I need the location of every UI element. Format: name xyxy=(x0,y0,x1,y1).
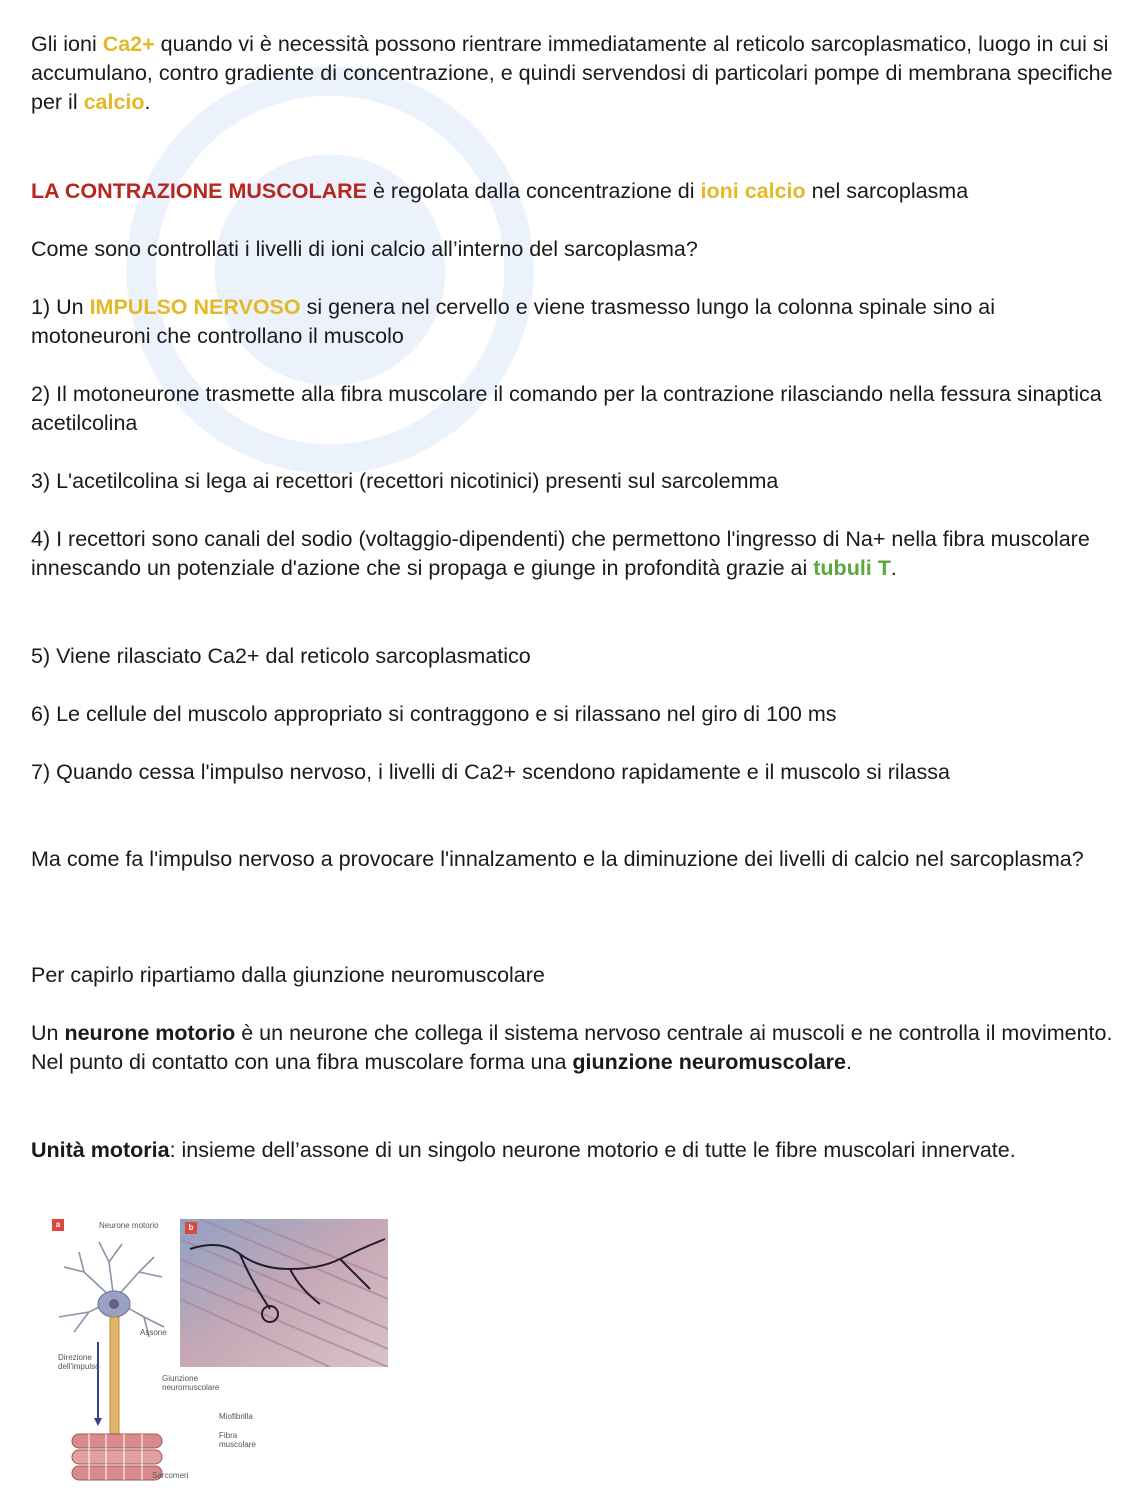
step-2: 2) Il motoneurone trasmette alla fibra muscolare il comando per la contrazione rilasciando nella fessura sinaptica acetilcolina xyxy=(31,382,1102,435)
step-5: 5) Viene rilasciato Ca2+ dal reticolo sarcoplasmatico xyxy=(31,644,531,668)
paragraph-motor-unit: Unità motoria: insieme dell’assone di un singolo neurone motorio e di tutte le fibre muscolari innervate. xyxy=(31,1138,1016,1162)
paragraph-calcium-reuptake: Gli ioni Ca2+ quando vi è necessità possono rientrare immediatamente al reticolo sarcoplasmatico, luogo in cui si accumulano, contro gradiente di concentrazione, e quindi servendosi di particolari pompe di membrana specifiche per il calcio. xyxy=(31,32,1113,114)
micrograph-photo xyxy=(180,1219,388,1367)
paragraph-motor-neuron: Un neurone motorio è un neurone che collega il sistema nervoso centrale ai muscoli e ne controlla il movimento. Nel punto di contatto con una fibra muscolare forma una giunzione neuromuscolare. xyxy=(31,1021,1113,1074)
label-neurone-motorio: Neurone motorio xyxy=(99,1221,159,1230)
paragraph-question-2: Ma come fa l'impulso nervoso a provocare l'innalzamento e la diminuzione dei livelli di calcio nel sarcoplasma? xyxy=(31,847,1084,871)
step-1: 1) Un IMPULSO NERVOSO si genera nel cervello e viene trasmesso lungo la colonna spinale sino ai motoneuroni che controllano il muscolo xyxy=(31,295,996,348)
figure-badge-b: b xyxy=(185,1222,197,1234)
figure-badge-a: a xyxy=(52,1219,64,1231)
label-fibra: Fibra muscolare xyxy=(219,1431,256,1449)
micrograph-drawing xyxy=(180,1219,388,1367)
label-giunzione: Giunzione neuromuscolare xyxy=(162,1374,220,1392)
motor-unit-figure xyxy=(44,1212,388,1490)
paragraph-question: Come sono controllati i livelli di ioni calcio all’interno del sarcoplasma? xyxy=(31,237,698,261)
step-6: 6) Le cellule del muscolo appropriato si contraggono e si rilassano nel giro di 100 ms xyxy=(31,702,837,726)
step-4: 4) I recettori sono canali del sodio (voltaggio-dipendenti) che permettono l'ingresso di Na+ nella fibra muscolare innescando un potenziale d'azione che si propaga e giunge in profondità grazie ai tubuli T. xyxy=(31,527,1090,580)
paragraph-restart: Per capirlo ripartiamo dalla giunzione neuromuscolare xyxy=(31,963,545,987)
neuron-drawing xyxy=(44,1212,179,1490)
label-miofibrilla: Miofibrilla xyxy=(219,1412,253,1421)
label-direzione: Direzione dell'impulso xyxy=(58,1353,100,1371)
step-3: 3) L'acetilcolina si lega ai recettori (recettori nicotinici) presenti sul sarcolemma xyxy=(31,469,779,493)
label-sarcomeri: Sarcomeri xyxy=(152,1471,189,1480)
label-assone: Assone xyxy=(140,1328,167,1337)
paragraph-contraction-heading: LA CONTRAZIONE MUSCOLARE è regolata dalla concentrazione di ioni calcio nel sarcoplasma xyxy=(31,179,969,203)
motor-neuron-diagram xyxy=(44,1212,256,1490)
step-7: 7) Quando cessa l'impulso nervoso, i livelli di Ca2+ scendono rapidamente e il muscolo si rilassa xyxy=(31,760,950,784)
